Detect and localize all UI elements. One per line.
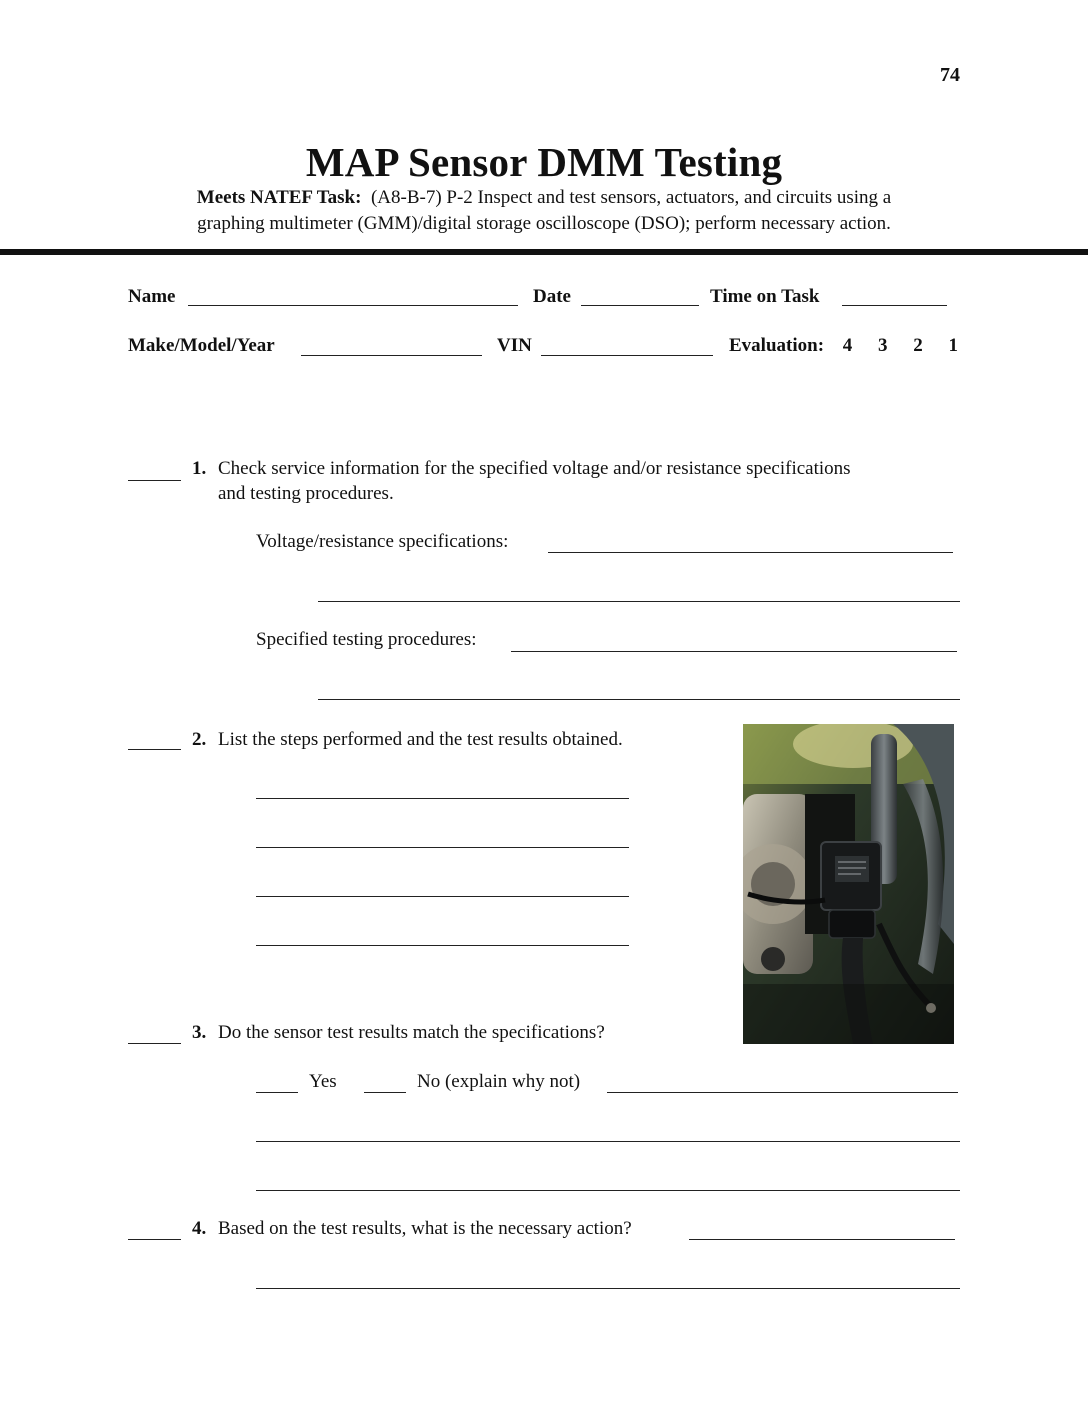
evaluation-row: [729, 335, 958, 357]
voltage-resistance-spec-field[interactable]: [548, 552, 953, 553]
item-1-check-blank[interactable]: [128, 480, 181, 481]
task-prefix: Meets NATEF Task:: [196, 187, 362, 208]
name-field[interactable]: [188, 305, 518, 306]
voltage-resistance-spec-label: Voltage/resistance specifications:: [256, 531, 509, 552]
testing-procedures-field[interactable]: [511, 651, 957, 652]
steps-line-1[interactable]: [256, 798, 629, 799]
date-label: Date: [533, 286, 571, 307]
item-3-check-blank[interactable]: [128, 1043, 181, 1044]
date-field[interactable]: [581, 305, 699, 306]
item-4-number: 4.: [192, 1218, 207, 1239]
vin-field[interactable]: [541, 355, 713, 356]
testing-procedures-label: Specified testing procedures:: [256, 629, 477, 650]
page-number: 74: [940, 64, 960, 86]
yes-blank[interactable]: [256, 1092, 298, 1093]
task-text-1: (A8-B-7) P-2 Inspect and test sensors, actuators, and circuits using a: [370, 187, 892, 208]
score-1[interactable]: 1: [948, 335, 959, 356]
item-3-number: 3.: [192, 1022, 207, 1043]
no-blank[interactable]: [364, 1092, 406, 1093]
name-label: Name: [128, 286, 176, 307]
item-1-text-line-1: Check service information for the specified voltage and/or resistance specifications: [218, 458, 851, 479]
time-on-task-label: Time on Task: [710, 286, 820, 307]
yes-label: Yes: [309, 1071, 337, 1092]
page-title: MAP Sensor DMM Testing: [305, 139, 783, 185]
necessary-action-field-2[interactable]: [256, 1288, 960, 1289]
item-2-check-blank[interactable]: [128, 749, 181, 750]
explain-field[interactable]: [607, 1092, 958, 1093]
header-divider: [0, 249, 1088, 255]
vin-label: VIN: [497, 335, 532, 356]
item-1-number: 1.: [192, 458, 207, 479]
evaluation-label: Evaluation:: [729, 335, 825, 356]
task-text-2: graphing multimeter (GMM)/digital storage oscilloscope (DSO); perform necessary action.: [197, 213, 891, 234]
steps-line-4[interactable]: [256, 945, 629, 946]
steps-line-2[interactable]: [256, 847, 629, 848]
voltage-resistance-spec-field-2[interactable]: [318, 601, 960, 602]
map-sensor-photo-illustration: [743, 724, 954, 1044]
item-2-text: List the steps performed and the test results obtained.: [218, 729, 623, 750]
item-1-text-line-2: and testing procedures.: [218, 483, 394, 504]
explain-field-3[interactable]: [256, 1190, 960, 1191]
score-3[interactable]: 3: [878, 335, 888, 356]
task-line-1: [0, 187, 1088, 209]
no-label: No (explain why not): [417, 1071, 581, 1092]
necessary-action-field[interactable]: [689, 1239, 955, 1240]
make-model-year-field[interactable]: [301, 355, 482, 356]
item-4-check-blank[interactable]: [128, 1239, 181, 1240]
explain-field-2[interactable]: [256, 1141, 960, 1142]
make-model-year-label: Make/Model/Year: [128, 335, 275, 356]
steps-line-3[interactable]: [256, 896, 629, 897]
testing-procedures-field-2[interactable]: [318, 699, 960, 700]
item-3-text: Do the sensor test results match the specifications?: [218, 1022, 605, 1043]
time-on-task-field[interactable]: [842, 305, 947, 306]
map-sensor-photo: [743, 724, 954, 1044]
item-2-number: 2.: [192, 729, 207, 750]
score-2[interactable]: 2: [913, 335, 923, 356]
item-4-text: Based on the test results, what is the necessary action?: [218, 1218, 632, 1239]
score-4[interactable]: 4: [842, 335, 853, 356]
